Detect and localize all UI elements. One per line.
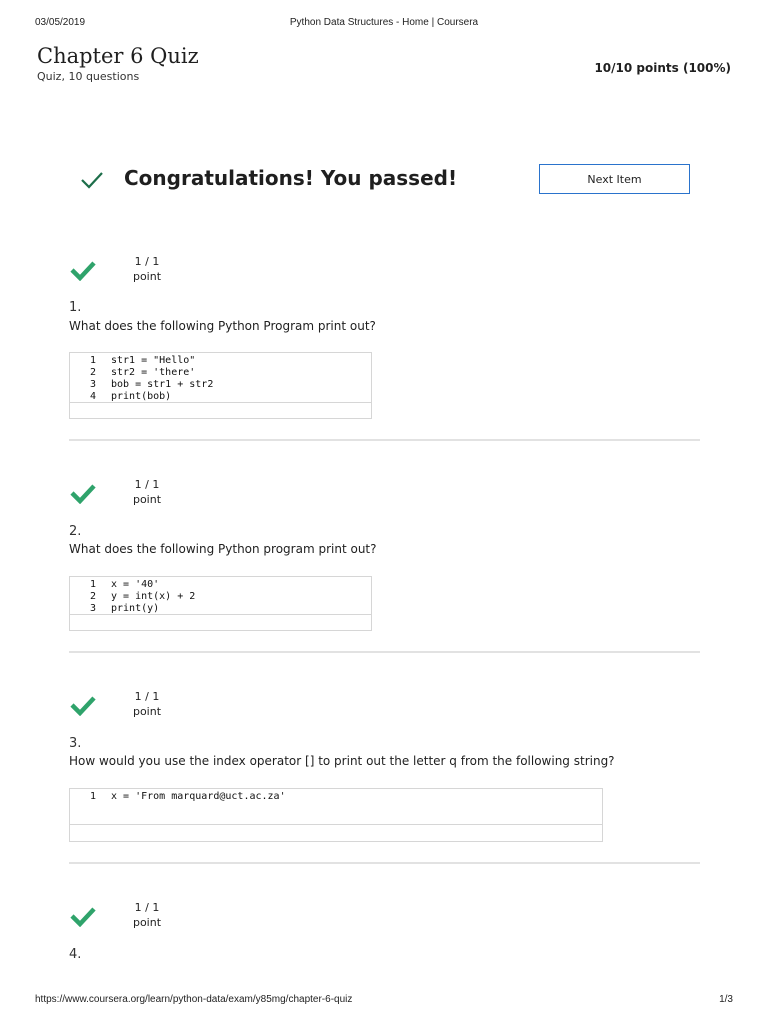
quiz-subtitle: Quiz, 10 questions bbox=[37, 70, 140, 83]
question-text: How would you use the index operator [] to print out the letter q from the following string? bbox=[69, 754, 615, 768]
code-line bbox=[70, 591, 371, 603]
code-text: print(bob) bbox=[111, 391, 172, 402]
question-score-unit: point bbox=[132, 705, 162, 718]
code-line bbox=[70, 367, 371, 379]
question-score bbox=[127, 689, 167, 719]
code-text: print(y) bbox=[111, 603, 160, 614]
next-item-button[interactable]: Next Item bbox=[539, 164, 690, 194]
code-text: bob = str1 + str2 bbox=[111, 379, 214, 390]
code-line bbox=[70, 791, 602, 803]
line-number: 3 bbox=[89, 603, 96, 614]
code-line bbox=[70, 603, 371, 615]
divider bbox=[69, 439, 700, 441]
question-text: What does the following Python program print out? bbox=[69, 542, 377, 556]
line-number: 2 bbox=[89, 591, 96, 602]
question-text: What does the following Python Program print out? bbox=[69, 319, 376, 333]
question-score-value: 1 / 1 bbox=[134, 901, 160, 914]
question-number: 4. bbox=[69, 947, 82, 962]
question-score-value: 1 / 1 bbox=[134, 478, 160, 491]
line-number: 4 bbox=[89, 391, 96, 402]
question-score bbox=[127, 900, 167, 930]
code-line bbox=[70, 579, 371, 591]
code-editor[interactable] bbox=[69, 576, 372, 631]
question-number: 1. bbox=[69, 300, 82, 315]
question-number: 2. bbox=[69, 524, 82, 539]
code-editor[interactable] bbox=[69, 788, 603, 842]
pass-message: Congratulations! You passed! bbox=[124, 166, 458, 190]
print-url: https://www.coursera.org/learn/python-data/exam/y85mg/chapter-6-quiz bbox=[35, 994, 353, 1005]
quiz-score: 10/10 points (100%) bbox=[594, 61, 731, 75]
print-date: 03/05/2019 bbox=[35, 17, 86, 28]
question-score-value: 1 / 1 bbox=[134, 255, 160, 268]
code-text: str2 = 'there' bbox=[111, 367, 196, 378]
quiz-title: Chapter 6 Quiz bbox=[37, 44, 199, 68]
print-page-number: 1/3 bbox=[719, 994, 733, 1005]
print-page-title: Python Data Structures - Home | Coursera bbox=[289, 17, 479, 28]
code-text: x = 'From marquard@uct.ac.za' bbox=[111, 791, 286, 802]
question-score-unit: point bbox=[132, 493, 162, 506]
question-score-unit: point bbox=[132, 916, 162, 929]
code-editor[interactable] bbox=[69, 352, 372, 419]
line-number: 1 bbox=[89, 579, 96, 590]
line-number: 2 bbox=[89, 367, 96, 378]
code-line bbox=[70, 391, 371, 403]
line-number: 1 bbox=[89, 355, 96, 366]
checkmark-icon bbox=[69, 905, 97, 927]
question-score-unit: point bbox=[132, 270, 162, 283]
code-text: x = '40' bbox=[111, 579, 160, 590]
checkmark-icon bbox=[69, 694, 97, 716]
checkmark-icon bbox=[69, 482, 97, 504]
checkmark-icon bbox=[69, 259, 97, 281]
check-icon bbox=[79, 167, 105, 193]
code-line bbox=[70, 355, 371, 367]
divider bbox=[69, 651, 700, 653]
question-score bbox=[127, 254, 167, 284]
question-score bbox=[127, 477, 167, 507]
code-line bbox=[70, 379, 371, 391]
line-number: 1 bbox=[89, 791, 96, 802]
code-text: y = int(x) + 2 bbox=[111, 591, 196, 602]
divider bbox=[69, 862, 700, 864]
code-text: str1 = "Hello" bbox=[111, 355, 196, 366]
question-score-value: 1 / 1 bbox=[134, 690, 160, 703]
question-number: 3. bbox=[69, 736, 82, 751]
line-number: 3 bbox=[89, 379, 96, 390]
